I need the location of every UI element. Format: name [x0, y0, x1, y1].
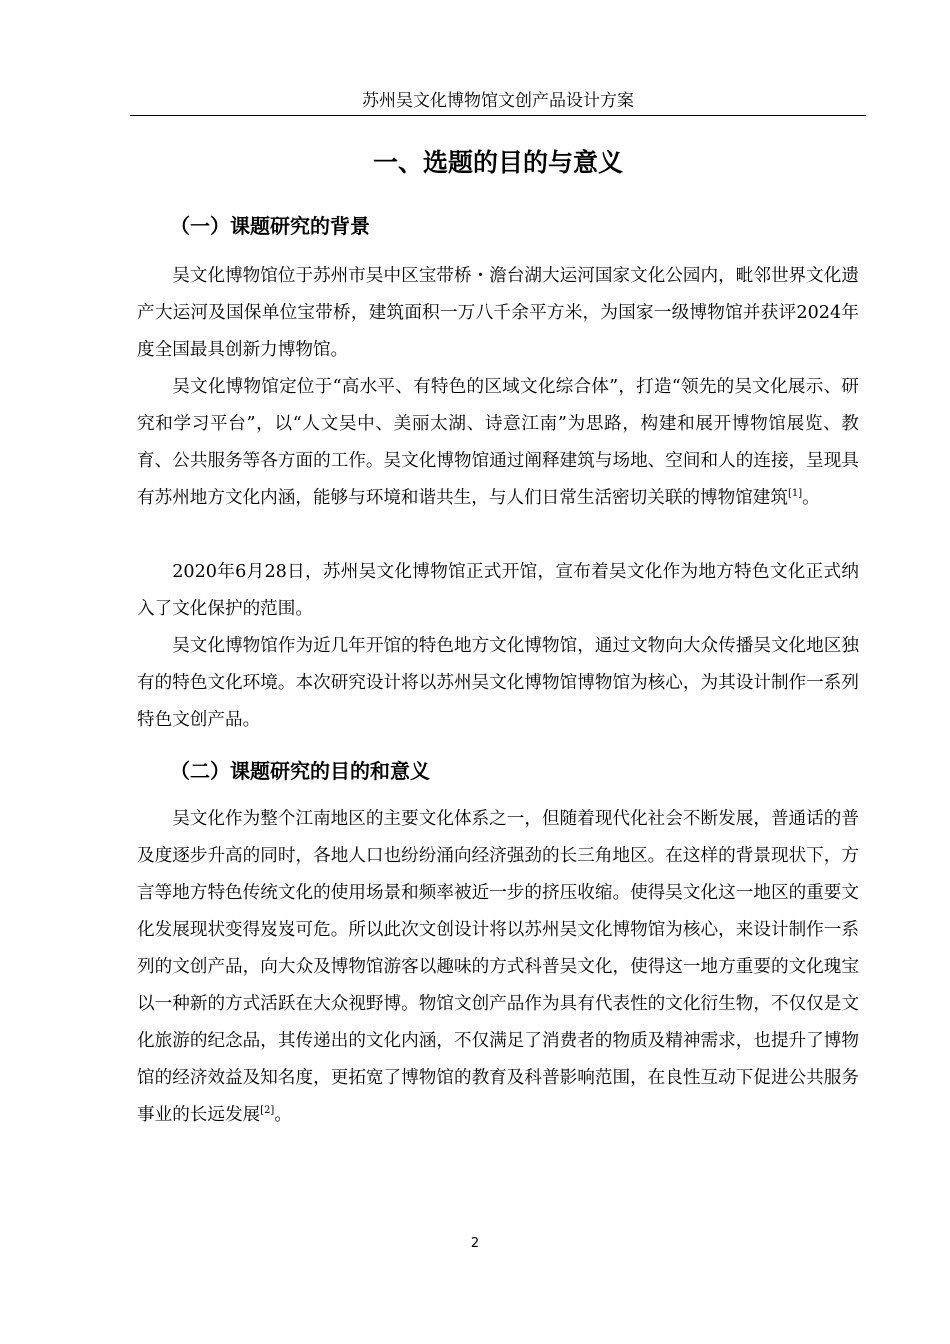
paragraph-positioning-text: 吴文化博物馆定位于“高水平、有特色的区域文化综合体”，打造“领先的吴文化展示、研究和学习平台”，以“人文吴中、美丽太湖、诗意江南”为思路，构建和展开博物馆展览、教育、公共服务等各方面的工作。吴文化博物馆通过阐释建筑与场地、空间和人的连接，呈现具有苏州地方文化内涵，能够与环境和谐共生，与人们日常生活密切关联的博物馆建筑: [137, 377, 859, 508]
citation-ref-2: [2]: [260, 1105, 275, 1117]
paragraph-opening: 2020年6月28日，苏州吴文化博物馆正式开馆，宣布着吴文化作为地方特色文化正式纳入了文化保护的范围。: [137, 562, 859, 619]
paragraph-purpose-end: 。: [274, 1105, 292, 1125]
paragraph-purpose-text: 吴文化作为整个江南地区的主要文化体系之一，但随着现代化社会不断发展，普通话的普及度逐步升高的同时，各地人口也纷纷涌向经济强劲的长三角地区。在这样的背景现状下，方言等地方特色传统文化的使用场景和频率被近一步的挤压收缩。使得吴文化这一地区的重要文化发展现状变得岌岌可危。所以此次文创设计将以苏州吴文化博物馆为核心，来设计制作一系列的文创产品，向大众及博物馆游客以趣味的方式科普吴文化，使得这一地方重要的文化瑰宝以一种新的方式活跃在大众视野博。物馆文创产品作为具有代表性的文化衍生物，不仅仅是文化旅游的纪念品，其传递出的文化内涵，不仅满足了消费者的物质及精神需求，也提升了博物馆的经济效益及知名度，更拓宽了博物馆的教育及科普影响范围，在良性互动下促进公共服务事业的长远发展: [137, 809, 859, 1125]
paragraph-positioning-end: 。: [802, 488, 820, 508]
section-title-purpose: （二）课题研究的目的和意义: [170, 759, 430, 783]
paragraph-intro: 吴文化博物馆位于苏州市吴中区宝带桥・澹台湖大运河国家文化公园内，毗邻世界文化遗产大运河及国保单位宝带桥，建筑面积一万八千余平方米，为国家一级博物馆并获评2024年度全国最具创新力博物馆。: [137, 266, 859, 360]
running-header: 苏州吴文化博物馆文创产品设计方案: [362, 91, 634, 111]
paragraph-purpose: [137, 801, 859, 1134]
page-number: 2: [470, 1236, 480, 1251]
section-title-background: （一）课题研究的背景: [170, 214, 370, 238]
chapter-title: 一、选题的目的与意义: [372, 148, 623, 177]
citation-ref-1: [1]: [787, 488, 803, 500]
paragraph-positioning: [137, 369, 859, 517]
header-divider: [130, 115, 866, 116]
paragraph-design-scope: 吴文化博物馆作为近几年开馆的特色地方文化博物馆，通过文物向大众传播吴文化地区独有的特色文化环境。本次研究设计将以苏州吴文化博物馆博物馆为核心，为其设计制作一系列特色文创产品。: [137, 636, 859, 730]
